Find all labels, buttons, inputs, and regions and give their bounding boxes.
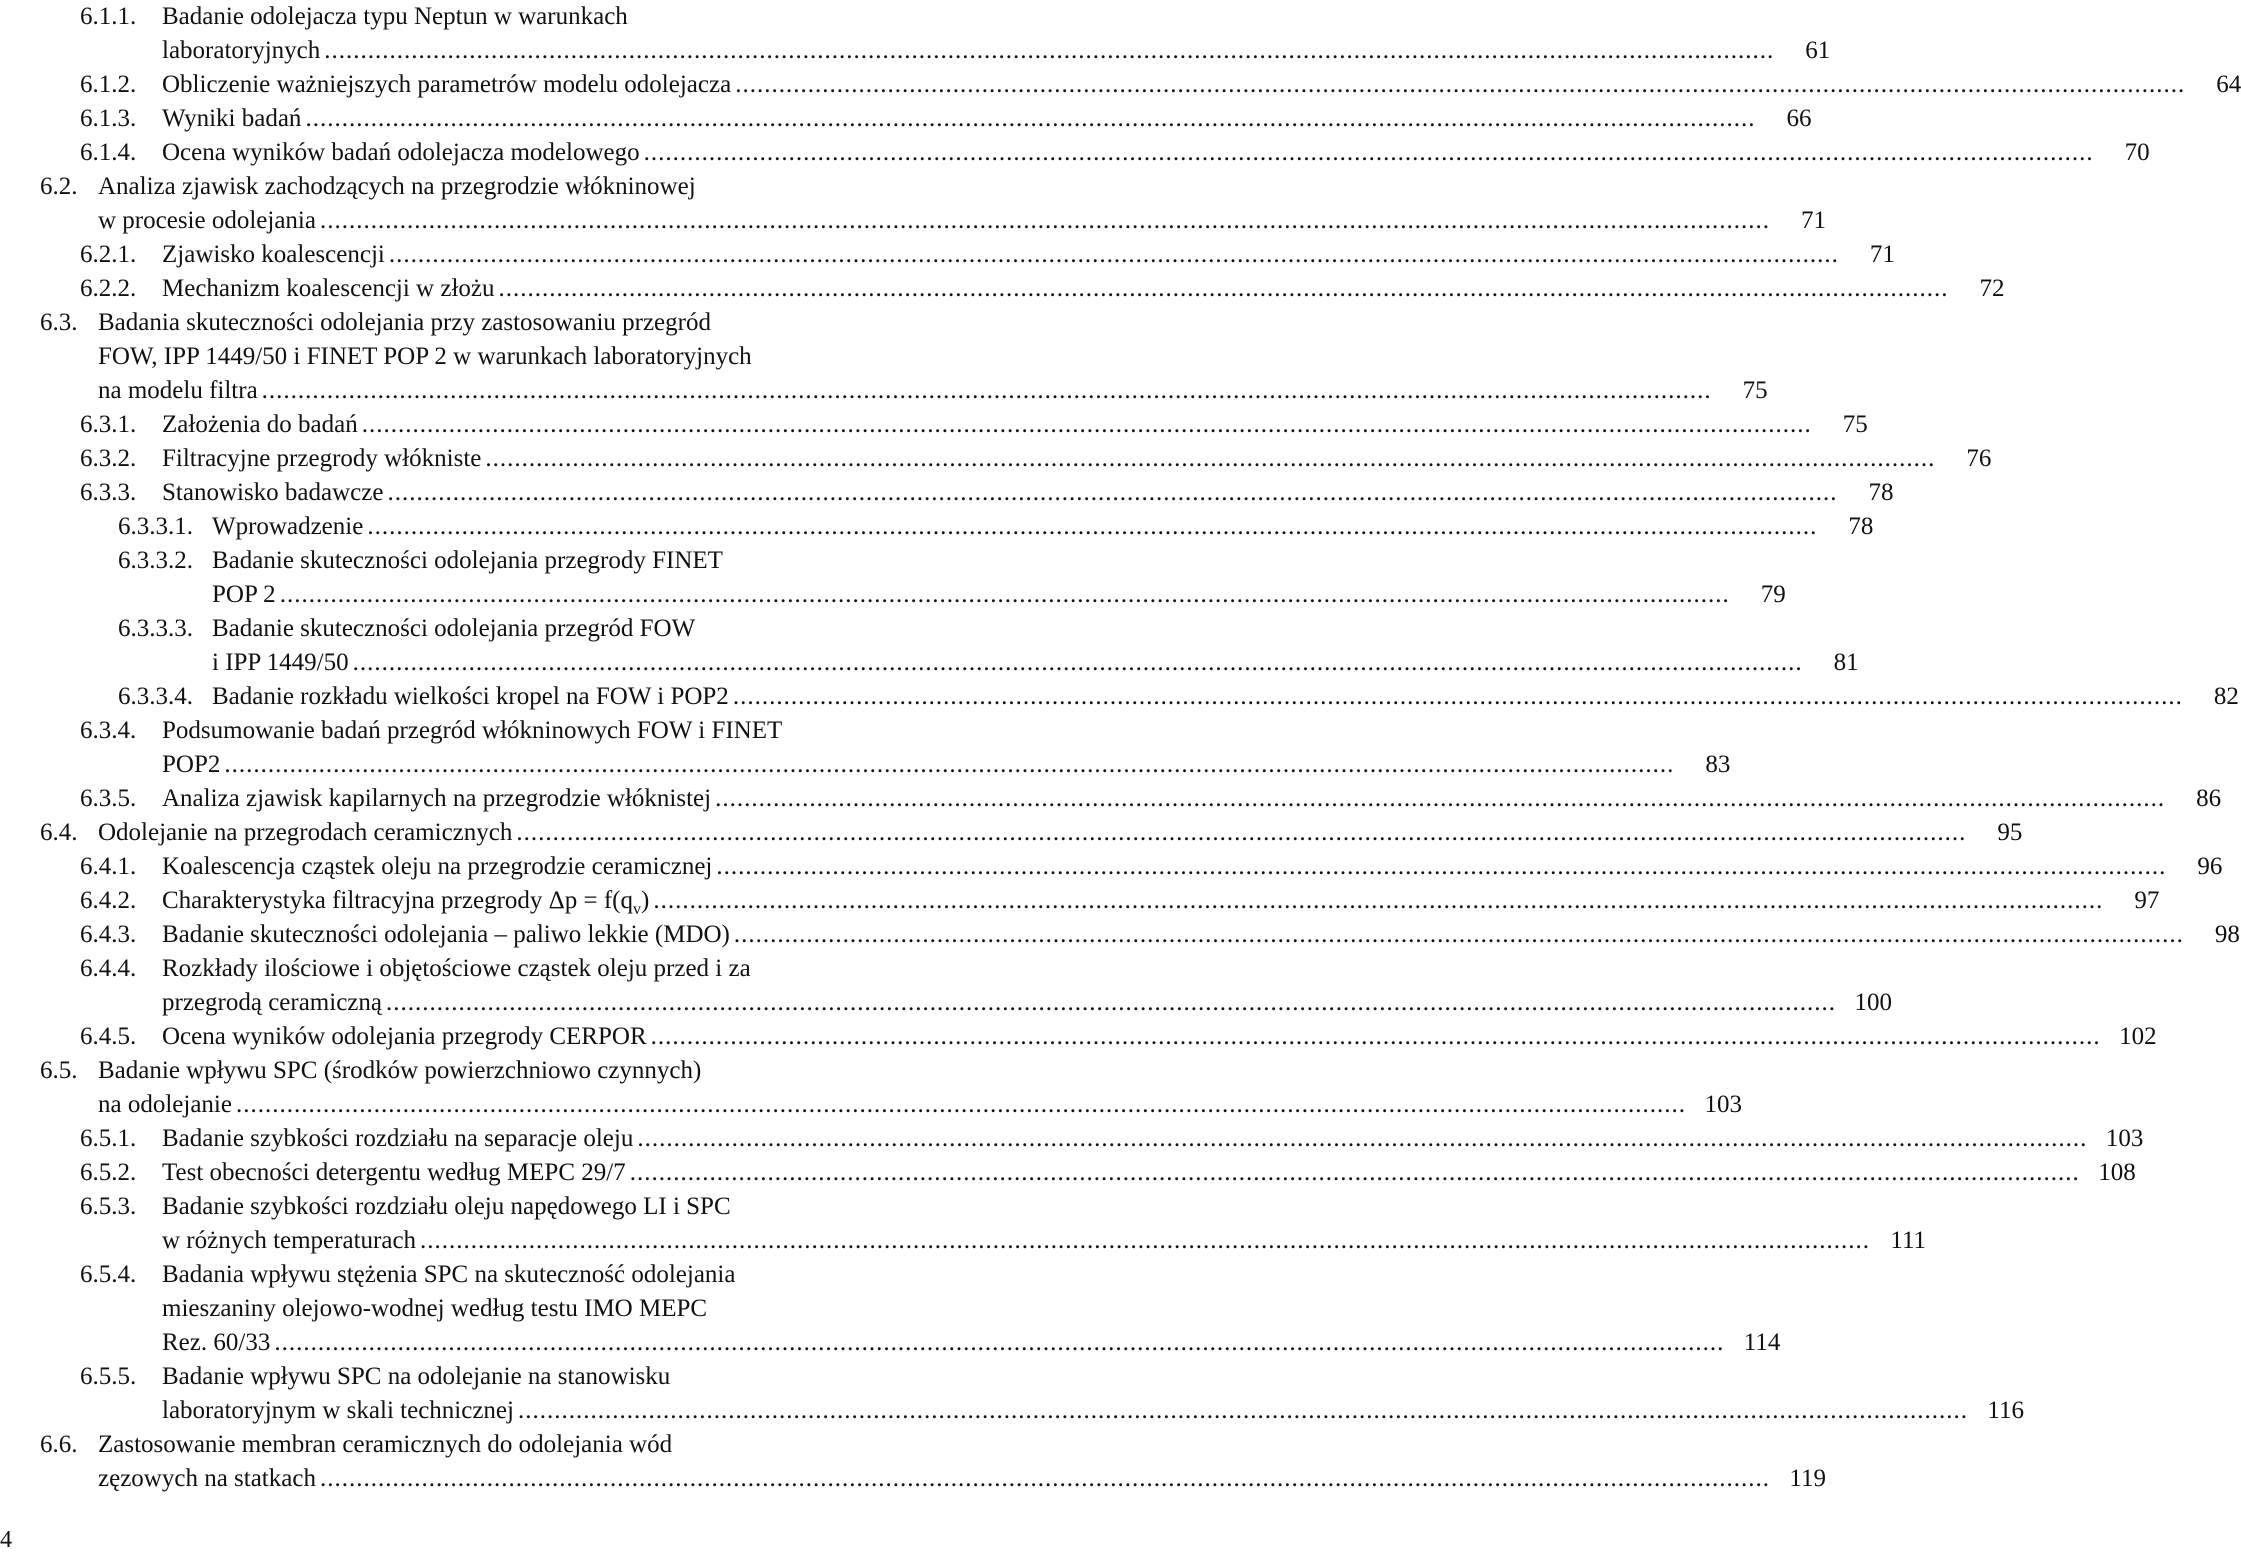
toc-page-number: 82	[2213, 683, 2239, 710]
toc-line	[80, 1020, 2157, 1054]
toc-title: Mechanizm koalescencji w złożu	[162, 275, 495, 302]
toc-page-number: 96	[2197, 853, 2223, 880]
toc-page-number: 103	[2105, 1125, 2144, 1152]
toc-title: Badanie rozkładu wielkości kropel na FOW i POP2	[212, 683, 729, 710]
toc-leader-dots: ........................................................................................................................................................................................................	[319, 207, 1770, 234]
toc-leader-dots: ........................................................................................................................................................................................................	[279, 581, 1730, 608]
toc-leader-dots: ........................................................................................................................................................................................................	[643, 139, 2094, 166]
toc-leader-dots: ........................................................................................................................................................................................................	[516, 819, 1967, 846]
toc-line	[40, 306, 958, 340]
toc-line	[40, 170, 958, 204]
toc-page-number: 102	[2119, 1023, 2157, 1050]
toc-page-number: 103	[1704, 1091, 1742, 1118]
toc-number: 6.4.5.	[80, 1023, 137, 1050]
toc-number: 6.4.2.	[80, 887, 137, 914]
toc-title: Obliczenie ważniejszych parametrów modelu odolejacza	[162, 71, 732, 98]
toc-line	[80, 68, 2241, 102]
toc-line	[118, 544, 958, 578]
toc-leader-dots: ........................................................................................................................................................................................................	[485, 445, 1936, 472]
toc-leader-dots: ........................................................................................................................................................................................................	[653, 887, 2104, 914]
toc-line	[80, 272, 2005, 306]
toc-leader-dots: ........................................................................................................................................................................................................	[716, 853, 2167, 880]
toc-title: Badanie wpływu SPC na odolejanie na stanowisku	[162, 1363, 671, 1390]
toc-title: Ocena wyników odolejania przegrody CERPOR	[162, 1023, 647, 1050]
toc-title: Badania wpływu stężenia SPC na skuteczność odolejania	[162, 1261, 736, 1288]
toc-page-number: 108	[2098, 1159, 2136, 1186]
toc-line	[212, 646, 1859, 680]
toc-leader-dots: ........................................................................................................................................................................................................	[261, 377, 1712, 404]
toc-number: 6.1.2.	[80, 71, 137, 98]
toc-leader-dots: ........................................................................................................................................................................................................	[420, 1227, 1871, 1254]
toc-leader-dots: ........................................................................................................................................................................................................	[650, 1023, 2101, 1050]
toc-title: Rozkłady ilościowe i objętościowe cząstek oleju przed i za	[162, 955, 751, 982]
toc-leader-dots: ........................................................................................................................................................................................................	[629, 1159, 2080, 1186]
toc-title: Badanie wpływu SPC (środków powierzchniowo czynnych)	[98, 1057, 702, 1084]
toc-number: 6.4.1.	[80, 853, 137, 880]
toc-line	[80, 1122, 2144, 1156]
toc-leader-dots: ........................................................................................................................................................................................................	[388, 241, 1839, 268]
toc-title: Odolejanie na przegrodach ceramicznych	[98, 819, 513, 846]
toc-line	[98, 374, 1768, 408]
toc-page-number: 71	[1800, 207, 1826, 234]
toc-line	[162, 748, 1731, 782]
toc-title: na odolejanie	[98, 1091, 232, 1118]
toc-page-number: 75	[1842, 411, 1868, 438]
toc-leader-dots: ........................................................................................................................................................................................................	[367, 513, 1818, 540]
toc-leader-dots: ........................................................................................................................................................................................................	[715, 785, 2166, 812]
toc-title: Podsumowanie badań przegród włókninowych FOW i FINET	[162, 717, 783, 744]
toc-page-number: 81	[1833, 649, 1859, 676]
toc-page-number: 97	[2134, 887, 2160, 914]
toc-number: 6.5.5.	[80, 1363, 137, 1390]
toc-title: Badanie szybkości rozdziału oleju napędowego LI i SPC	[162, 1193, 731, 1220]
toc-number: 6.5.2.	[80, 1159, 137, 1186]
toc-line	[80, 1360, 958, 1394]
toc-page-number: 95	[1997, 819, 2023, 846]
toc-line	[98, 204, 1826, 238]
toc-line	[162, 1292, 958, 1326]
toc-page-number: 72	[1979, 275, 2005, 302]
toc-title: Rez. 60/33	[162, 1329, 271, 1356]
toc-line	[118, 510, 1874, 544]
toc-page-number: 71	[1869, 241, 1895, 268]
toc-title: Założenia do badań	[162, 411, 358, 438]
toc-title: zęzowych na statkach	[98, 1465, 316, 1492]
toc-number: 6.6.	[40, 1431, 78, 1458]
toc-number: 6.4.3.	[80, 921, 137, 948]
toc-line	[98, 340, 958, 374]
toc-title: przegrodą ceramiczną	[162, 989, 382, 1016]
toc-page-number: 75	[1742, 377, 1768, 404]
toc-line	[80, 1156, 2136, 1190]
toc-title: Wprowadzenie	[212, 513, 364, 540]
toc-page-number: 64	[2216, 71, 2241, 98]
toc-line	[80, 0, 958, 34]
toc-title: w różnych temperaturach	[162, 1227, 417, 1254]
toc-page-number: 116	[1987, 1397, 2024, 1424]
toc-title: mieszaniny olejowo-wodnej według testu IMO MEPC	[162, 1295, 708, 1322]
toc-line	[40, 1054, 958, 1088]
toc-title: POP 2	[212, 581, 276, 608]
toc-line	[80, 1190, 958, 1224]
toc-page-number: 111	[1890, 1227, 1927, 1254]
toc-title: Stanowisko badawcze	[162, 479, 384, 506]
page-number: 4	[0, 1527, 12, 1553]
toc-title: Analiza zjawisk kapilarnych na przegrodzie włóknistej	[162, 785, 712, 812]
toc-line	[162, 1326, 1781, 1360]
toc-number: 6.4.	[40, 819, 78, 846]
toc-number: 6.2.1.	[80, 241, 137, 268]
toc-page-number: 78	[1848, 513, 1874, 540]
toc-page-number: 76	[1966, 445, 1992, 472]
toc-title: w procesie odolejania	[98, 207, 316, 234]
toc-line	[162, 1394, 2024, 1428]
toc-title: Wyniki badań	[162, 105, 302, 132]
toc-line	[80, 952, 958, 986]
toc-leader-dots: ........................................................................................................................................................................................................	[361, 411, 1812, 438]
toc-line	[118, 612, 958, 646]
toc-leader-dots: ........................................................................................................................................................................................................	[274, 1329, 1725, 1356]
toc-number: 6.3.3.1.	[118, 513, 193, 540]
toc-title: Badanie odolejacza typu Neptun w warunkach	[162, 3, 628, 30]
toc-page-number: 70	[2124, 139, 2150, 166]
toc-title: laboratoryjnych	[162, 37, 321, 64]
toc-number: 6.1.4.	[80, 139, 137, 166]
toc-title: Badania skuteczności odolejania przy zastosowaniu przegród	[98, 309, 711, 336]
toc-number: 6.3.	[40, 309, 78, 336]
toc-number: 6.2.	[40, 173, 78, 200]
toc-leader-dots: ........................................................................................................................................................................................................	[305, 105, 1756, 132]
toc-line	[212, 578, 1786, 612]
toc-number: 6.5.3.	[80, 1193, 137, 1220]
toc-title: POP2	[162, 751, 221, 778]
toc-title: i IPP 1449/50	[212, 649, 349, 676]
toc-line	[80, 1258, 958, 1292]
toc-line	[80, 136, 2150, 170]
toc-line	[80, 884, 2160, 918]
toc-title: Filtracyjne przegrody włókniste	[162, 445, 482, 472]
toc-leader-dots: ........................................................................................................................................................................................................	[517, 1397, 1968, 1424]
toc-page-number: 78	[1868, 479, 1894, 506]
toc-title: FOW, IPP 1449/50 i FINET POP 2 w warunkach laboratoryjnych	[98, 343, 752, 370]
toc-number: 6.3.2.	[80, 445, 137, 472]
toc-leader-dots: ........................................................................................................................................................................................................	[637, 1125, 2088, 1152]
toc-page-number: 79	[1760, 581, 1786, 608]
toc-number: 6.5.4.	[80, 1261, 137, 1288]
toc-title: Badanie skuteczności odolejania przegród FOW	[212, 615, 696, 642]
toc-title: Zastosowanie membran ceramicznych do odolejania wód	[98, 1431, 673, 1458]
toc-number: 6.1.3.	[80, 105, 137, 132]
toc-line	[162, 1224, 1927, 1258]
toc-line	[40, 1428, 958, 1462]
toc-line	[98, 1462, 1826, 1496]
toc-title: Ocena wyników badań odolejacza modelowego	[162, 139, 640, 166]
toc-page-number: 98	[2214, 921, 2240, 948]
toc-title: Badanie szybkości rozdziału na separacje oleju	[162, 1125, 634, 1152]
toc-line	[98, 1088, 1742, 1122]
toc-page-number: 83	[1705, 751, 1731, 778]
toc-page-number: 100	[1854, 989, 1892, 1016]
toc-page-number: 114	[1743, 1329, 1781, 1356]
toc-line	[162, 986, 1892, 1020]
toc-line	[80, 442, 1992, 476]
toc-number: 6.5.	[40, 1057, 78, 1084]
toc-leader-dots: ........................................................................................................................................................................................................	[385, 989, 1836, 1016]
toc-number: 6.4.4.	[80, 955, 137, 982]
toc-number: 6.2.2.	[80, 275, 137, 302]
toc-number: 6.3.1.	[80, 411, 137, 438]
toc-title: Analiza zjawisk zachodzących na przegrodzie włókninowej	[98, 173, 696, 200]
toc-number: 6.1.1.	[80, 3, 137, 30]
toc-line	[80, 238, 1895, 272]
toc-line	[80, 782, 2222, 816]
toc-line	[118, 680, 2239, 714]
toc-line	[80, 476, 1894, 510]
toc-leader-dots: ........................................................................................................................................................................................................	[235, 1091, 1686, 1118]
toc-line	[80, 918, 2240, 952]
toc-title: na modelu filtra	[98, 377, 258, 404]
toc-page-number: 66	[1786, 105, 1812, 132]
toc-line	[80, 408, 1868, 442]
toc-number: 6.3.5.	[80, 785, 137, 812]
toc-title: Zjawisko koalescencji	[162, 241, 385, 268]
toc-title: Test obecności detergentu według MEPC 29/7	[162, 1159, 626, 1186]
toc-line	[80, 850, 2223, 884]
toc-leader-dots: ........................................................................................................................................................................................................	[732, 683, 2183, 710]
toc-number: 6.5.1.	[80, 1125, 137, 1152]
toc-leader-dots: ........................................................................................................................................................................................................	[319, 1465, 1770, 1492]
toc-number: 6.3.3.4.	[118, 683, 193, 710]
toc-leader-dots: ........................................................................................................................................................................................................	[735, 71, 2186, 98]
toc-number: 6.3.3.2.	[118, 547, 193, 574]
toc-leader-dots: ........................................................................................................................................................................................................	[498, 275, 1949, 302]
toc-line	[162, 34, 1831, 68]
toc-title: Koalescencja cząstek oleju na przegrodzie ceramicznej	[162, 853, 713, 880]
toc-leader-dots: ........................................................................................................................................................................................................	[352, 649, 1803, 676]
toc-number: 6.3.3.	[80, 479, 137, 506]
toc-page-number: 86	[2196, 785, 2222, 812]
toc-number: 6.3.4.	[80, 717, 137, 744]
toc-leader-dots: ........................................................................................................................................................................................................	[733, 921, 2184, 948]
toc-number: 6.3.3.3.	[118, 615, 193, 642]
toc-page-number: 61	[1805, 37, 1831, 64]
toc-leader-dots: ........................................................................................................................................................................................................	[387, 479, 1838, 506]
toc-page-number: 119	[1789, 1465, 1826, 1492]
toc-line	[80, 102, 1812, 136]
toc-title: Badanie skuteczności odolejania przegrody FINET	[212, 547, 723, 574]
toc-title: Badanie skuteczności odolejania – paliwo lekkie (MDO)	[162, 921, 730, 948]
toc-line	[80, 714, 958, 748]
toc-title: laboratoryjnym w skali technicznej	[162, 1397, 514, 1424]
toc-line	[40, 816, 2023, 850]
toc-title: Charakterystyka filtracyjna przegrody $\Delta p = f(q_v)$	[162, 887, 650, 918]
toc-leader-dots: ........................................................................................................................................................................................................	[224, 751, 1675, 778]
toc-leader-dots: ........................................................................................................................................................................................................	[324, 37, 1775, 64]
